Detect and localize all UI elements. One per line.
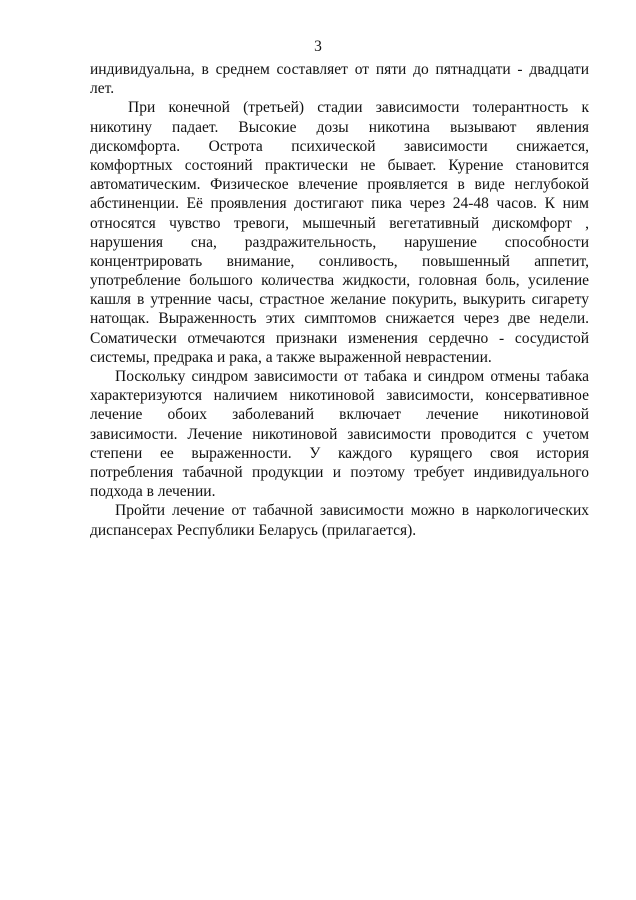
text-line: нарушения сна, раздражительность, нарушение способности	[90, 233, 589, 251]
text-line: натощак. Выраженность этих симптомов снижается через две недели.	[90, 310, 589, 328]
text-line: употребление большого количества жидкости, головная боль, усиление	[90, 272, 589, 290]
paragraph-3	[90, 367, 589, 501]
text-line: относятся чувство тревоги, мышечный вегетативный дискомфорт ,	[90, 214, 589, 232]
text-line: Поскольку синдром зависимости от табака и синдром отмены табака	[115, 368, 589, 385]
text-line: диспансерах Республики Беларусь (прилагается).	[90, 521, 417, 539]
text-line: абстиненции. Её проявления достигают пика через 24-48 часов. К ним	[90, 195, 589, 213]
text-line: характеризуются наличием никотиновой зависимости, консервативное	[90, 387, 589, 405]
text-line: Пройти лечение от табачной зависимости можно в наркологических	[115, 502, 589, 520]
paragraph-1	[90, 60, 589, 98]
page-number: 3	[314, 38, 322, 55]
text-line: лет.	[90, 80, 115, 98]
text-line: автоматическим. Физическое влечение проявляется в виде неглубокой	[90, 176, 589, 194]
text-line: индивидуальна, в среднем составляет от пяти до пятнадцати - двадцати	[90, 61, 589, 78]
text-line: зависимости. Лечение никотиновой зависимости проводится с учетом	[90, 425, 589, 443]
body-text	[90, 60, 589, 540]
text-line: комфортных состояний практически не бывает. Курение становится	[90, 156, 589, 174]
paragraph-4	[90, 501, 589, 539]
text-line: При конечной (третьей) стадии зависимости толерантность к	[128, 99, 589, 117]
text-line: системы, предрака и рака, а также выраженной неврастении.	[90, 348, 492, 366]
paragraph-2	[90, 98, 589, 367]
text-line: дискомфорта. Острота психической зависимости снижается,	[90, 137, 589, 155]
text-line: лечение обоих заболеваний включает лечение никотиновой	[90, 406, 589, 424]
text-line: концентрировать внимание, сонливость, повышенный аппетит,	[90, 252, 589, 270]
text-line: Соматически отмечаются признаки изменения сердечно - сосудистой	[90, 329, 589, 347]
text-line: кашля в утренние часы, страстное желание покурить, выкурить сигарету	[90, 291, 589, 309]
text-line: степени ее выраженности. У каждого курящего своя история	[90, 444, 589, 462]
text-line: никотину падает. Высокие дозы никотина вызывают явления	[90, 118, 589, 136]
text-line: подхода в лечении.	[90, 483, 216, 501]
text-line: потребления табачной продукции и поэтому требует индивидуального	[90, 463, 589, 481]
